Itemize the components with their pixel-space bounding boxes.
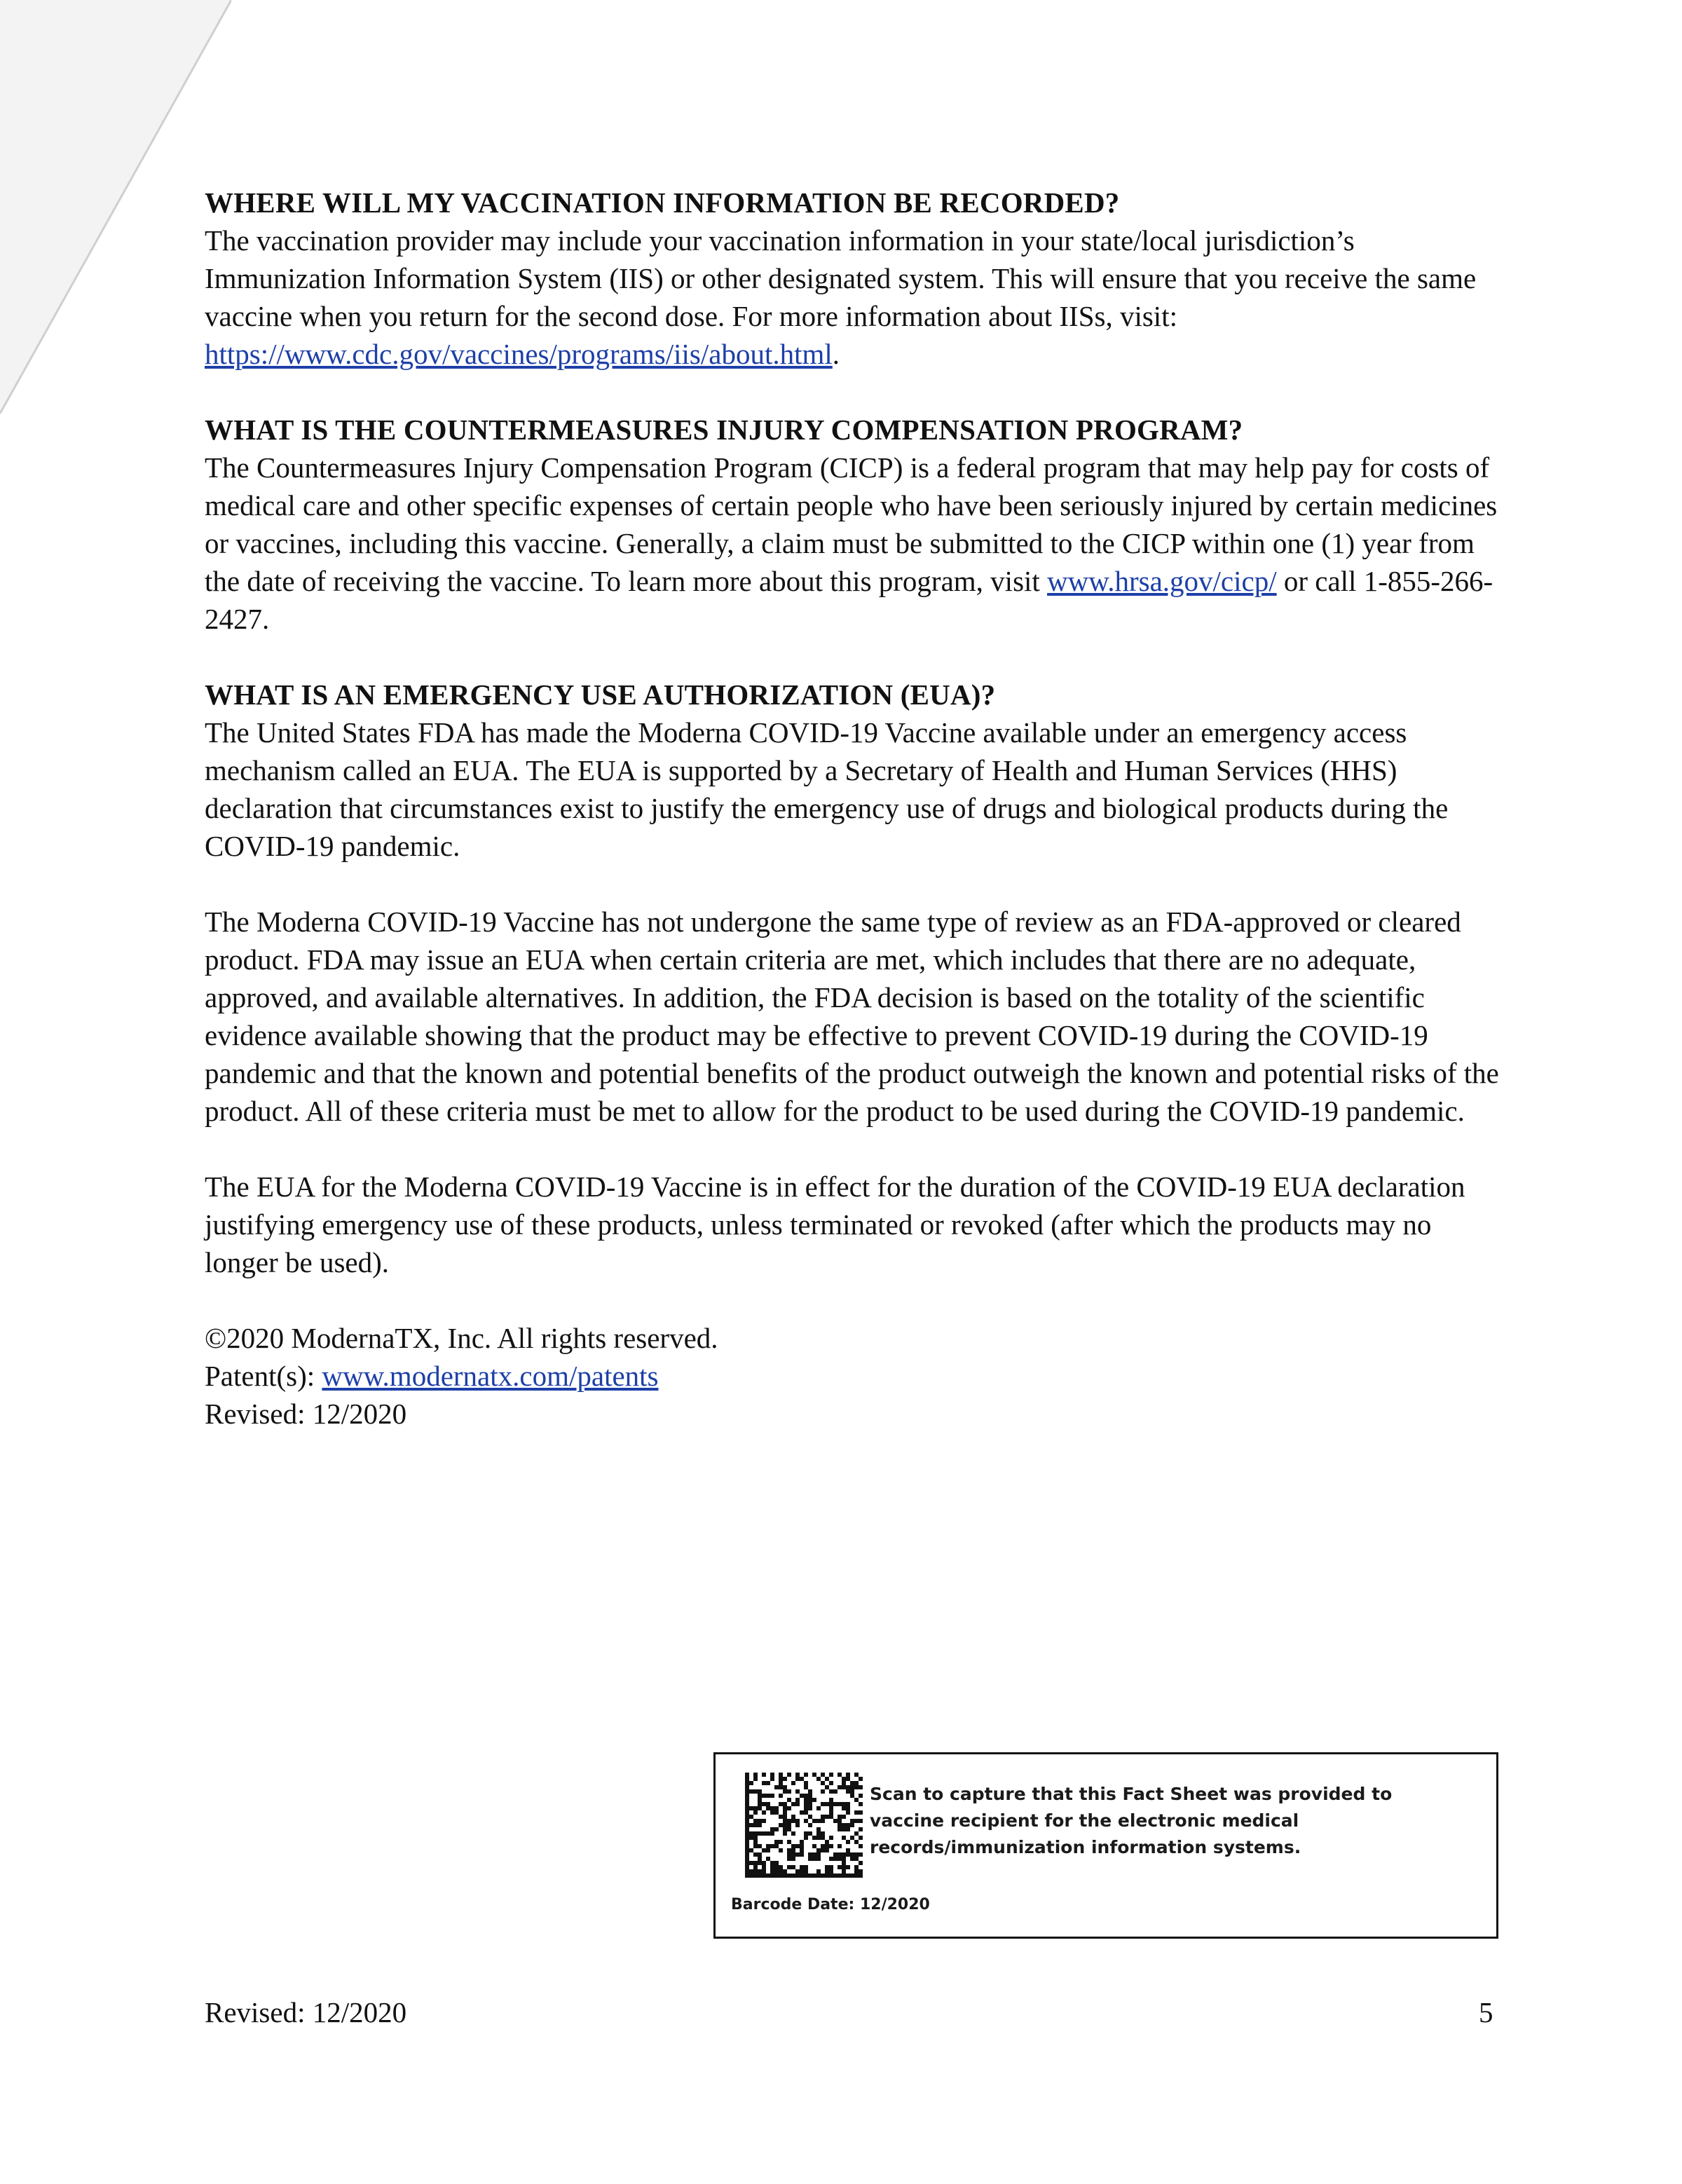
revised-line: Revised: 12/2020 [205,1398,407,1430]
datamatrix-barcode-icon [745,1773,863,1878]
copyright-line: ©2020 ModernaTX, Inc. All rights reserved. [205,1322,718,1354]
section-paragraph [205,221,1508,373]
patent-label: Patent(s): [205,1360,322,1392]
barcode-instructions: Scan to capture that this Fact Sheet was provided to vaccine recipient for the electronic medical records/immunization information systems. [870,1784,1393,1857]
paragraph-text: The Countermeasures Injury Compensation Program (CICP) is a federal program that may help pay for costs of medical care and other specific expenses of certain people who have been seriously injured by certain medicines or vaccines, including this vaccine. Generally, a claim must be submitted to the CICP within one (1) year from the date of receiving the vaccine. To learn more about this program, visit [205,451,1498,597]
patent-line [205,1357,1508,1395]
footer-revised: Revised: 12/2020 [205,1996,407,2028]
section-paragraph: The Moderna COVID-19 Vaccine has not undergone the same type of review as an FDA-approved or cleared product. FDA may issue an EUA when certain criteria are met, which includes that there are no adequate, approved, and available alternatives. In addition, the FDA decision is based on the totality of the scientific evidence available showing that the product may be effective to prevent COVID-19 during the COVID-19 pandemic and that the known and potential benefits of the product outweigh the known and potential risks of the product. All of these criteria must be met to allow for the product to be used during the COVID-19 pandemic. [205,906,1499,1127]
cdc-iis-link[interactable]: https://www.cdc.gov/vaccines/programs/iis/about.html [205,338,833,370]
copyright-block [205,1319,1508,1433]
section-heading: WHAT IS THE COUNTERMEASURES INJURY COMPENSATION PROGRAM? [205,414,1243,446]
hrsa-cicp-link[interactable]: www.hrsa.gov/cicp/ [1047,565,1277,597]
barcode-date-label: Barcode Date: [731,1896,860,1913]
section-heading: WHAT IS AN EMERGENCY USE AUTHORIZATION (EUA)? [205,678,996,711]
barcode-box [713,1752,1498,1939]
section-paragraph: The United States FDA has made the Moderna COVID-19 Vaccine available under an emergency access mechanism called an EUA. The EUA is supported by a Secretary of Health and Human Services (HHS) declaration that circumstances exist to justify the emergency use of drugs and biological products during the COVID-19 pandemic. [205,716,1449,862]
paragraph-text: The vaccination provider may include your vaccination information in your state/local jurisdiction’s Immunization Information System (IIS) or other designated system. This will ensure that you receive the same vaccine when you return for the second dose. For more information about IISs, visit: [205,224,1477,332]
section-paragraph: The EUA for the Moderna COVID-19 Vaccine is in effect for the duration of the COVID-19 EUA declaration justifying emergency use of these products, unless terminated or revoked (after which the products may no longer be used). [205,1171,1465,1278]
section-eua-duration [205,1168,1508,1281]
section-cicp [205,411,1508,638]
paragraph-text-end: or call 1-855-266-2427. [205,565,1493,635]
patents-link[interactable]: www.modernatx.com/patents [322,1360,659,1392]
section-eua-criteria [205,903,1508,1130]
barcode-date [731,1896,930,1913]
page-number: 5 [1479,1996,1493,2028]
document-body [205,184,1508,1433]
section-eua [205,676,1508,865]
paragraph-text-end: . [832,338,840,370]
section-paragraph [205,449,1508,638]
barcode-date-value: 12/2020 [859,1896,930,1913]
section-iis [205,184,1508,373]
scan-corner-fold [0,0,231,421]
section-heading: WHERE WILL MY VACCINATION INFORMATION BE RECORDED? [205,186,1120,219]
